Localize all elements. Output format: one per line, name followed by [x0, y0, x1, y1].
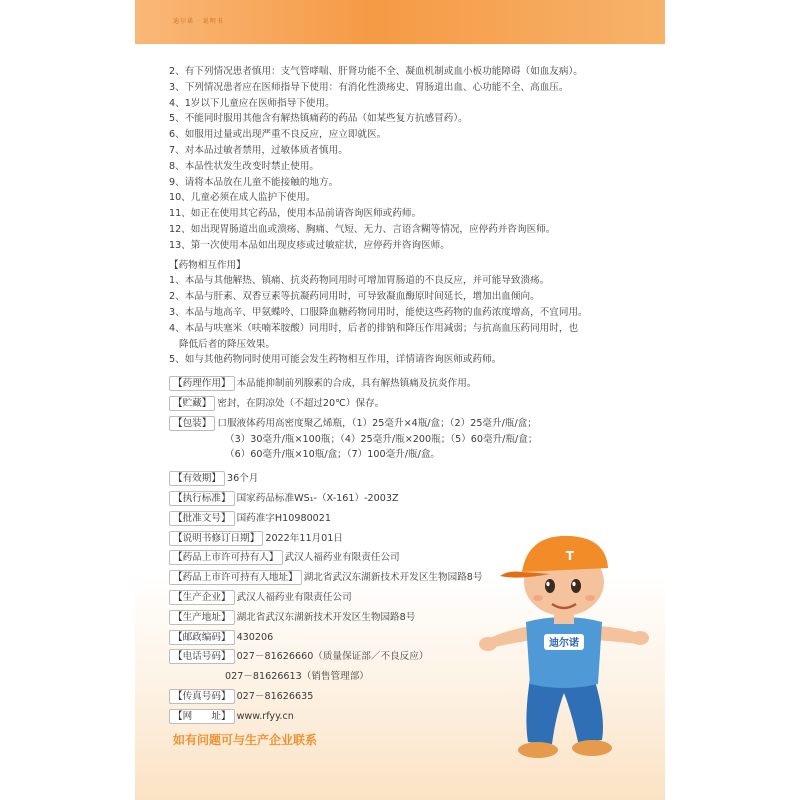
interaction-item: 1、本品与其他解热、镇痛、抗炎药物同用时可增加胃肠道的不良反应，并可能导致溃疡。: [169, 275, 550, 287]
info-value: 2022年11月01日: [265, 532, 343, 544]
pharmacology-row: [169, 376, 649, 392]
info-value: 武汉人福药业有限责任公司: [236, 591, 352, 603]
header-text: 迪尔诺 · 说明书: [173, 18, 224, 25]
info-value: 湖北省武汉东湖新技术开发区生物园路8号: [236, 611, 416, 623]
interaction-item: 4、本品与呋塞米（呋喃苯胺酸）同用时，后者的排钠和降压作用减弱；与抗高血压药同用时，也: [169, 322, 579, 334]
fax-label: 【传真号码】: [169, 689, 235, 704]
approval-row: [169, 511, 649, 527]
caution-item: 7、对本品过敏者禁用，过敏体质者慎用。: [169, 144, 348, 156]
info-value: 国药准字H10980021: [236, 512, 331, 524]
info-label: 【生产地址】: [169, 610, 235, 625]
storage-text: 密封，在阴凉处（不超过20℃）保存。: [217, 397, 385, 409]
package-line: 口服液体药用高密度聚乙烯瓶，（1）25毫升×4瓶/盒；（2）25毫升/瓶/盒；: [217, 417, 537, 429]
mascot-illustration: [478, 528, 650, 760]
info-label: 【生产企业】: [169, 590, 235, 605]
info-value: 武汉人福药业有限责任公司: [284, 552, 400, 564]
caution-item: 11、如正在使用其它药品，使用本品前请咨询医师或药师。: [169, 208, 422, 220]
info-label: 【邮政编码】: [169, 630, 235, 645]
package-row: [169, 416, 649, 432]
website-link[interactable]: www.rfyy.cn: [236, 710, 294, 722]
expiry-row: [169, 471, 649, 487]
info-value: 湖北省武汉东湖新技术开发区生物园路8号: [303, 572, 483, 584]
storage-row: [169, 396, 649, 412]
info-label: 【批准文号】: [169, 511, 235, 526]
caution-item: 6、如服用过量或出现严重不良反应，应立即就医。: [169, 129, 387, 141]
phone-label: 【电话号码】: [169, 649, 235, 664]
mascot-cap-text: T: [565, 549, 575, 563]
interactions-title: 【药物相互作用】: [169, 259, 246, 271]
package-line: （6）60毫升/瓶×10瓶/盒；（7）100毫升/瓶/盒。: [225, 449, 441, 461]
pharmacology-label: 【药理作用】: [169, 376, 235, 391]
package-label: 【包装】: [169, 416, 215, 431]
caution-item: 4、1岁以下儿童应在医师指导下使用。: [169, 97, 335, 109]
caution-item: 8、本品性状发生改变时禁止使用。: [169, 160, 320, 172]
package-line: （3）30毫升/瓶×100瓶；（4）25毫升/瓶×200瓶；（5）60毫升/瓶/盒；: [225, 433, 538, 445]
pharmacology-text: 本品能抑制前列腺素的合成，具有解热镇痛及抗炎作用。: [236, 378, 477, 390]
mascot-shirt-text: 迪尔诺: [549, 638, 579, 649]
phone-line: 027－81626613（销售管理部）: [225, 671, 369, 683]
info-value: 430206: [236, 631, 274, 643]
info-value: 36个月: [226, 473, 259, 485]
caution-item: 9、请将本品放在儿童不能接触的地方。: [169, 176, 339, 188]
caution-item: 12、如出现胃肠道出血或溃疡、胸痛、气短、无力、言语含糊等情况，应停药并咨询医师。: [169, 223, 556, 235]
interaction-item: 2、本品与肝素、双香豆素等抗凝药同用时，可导致凝血酶原时间延长，增加出血倾向。: [169, 291, 540, 303]
header-bar: [135, 0, 665, 44]
fax-value: 027－81626635: [236, 690, 314, 702]
info-value: 国家药品标准WS₁-（X-161）-2003Z: [236, 492, 399, 504]
caution-item: 10、儿童必须在成人监护下使用。: [169, 192, 316, 204]
caution-item: 5、不能同时服用其他含有解热镇痛药的药品（如某些复方抗感冒药）。: [169, 113, 468, 125]
caution-item: 3、下列情况患者应在医师指导下使用：有消化性溃疡史、胃肠道出血、心功能不全、高血压。: [169, 81, 569, 93]
phone-line: 027－81626660（质量保证部／不良反应）: [236, 651, 429, 663]
info-label: 【药品上市许可持有人】: [169, 550, 283, 565]
interaction-item: 5、如与其他药物同时使用可能会发生药物相互作用，详情请咨询医师或药师。: [169, 354, 502, 366]
footer-contact-note: 如有问题可与生产企业联系: [173, 733, 318, 747]
caution-item: 13、第一次使用本品如出现皮疹或过敏症状，应停药并咨询医师。: [169, 239, 450, 251]
info-label: 【执行标准】: [169, 491, 235, 506]
caution-item: 2、有下列情况患者慎用：支气管哮喘、肝肾功能不全、凝血机制或血小板功能障碍（如血友病）。: [169, 66, 583, 77]
website-label: 【网 址】: [169, 709, 235, 724]
interaction-item: 3、本品与地高辛、甲氨蝶呤、口服降血糖药物同用时，能使这些药物的血药浓度增高，不宜同用。: [169, 306, 588, 318]
standard-row: [169, 491, 649, 507]
info-label: 【说明书修订日期】: [169, 531, 263, 546]
info-label: 【有效期】: [169, 471, 225, 486]
info-label: 【药品上市许可持有人地址】: [169, 570, 302, 585]
storage-label: 【贮藏】: [169, 396, 215, 411]
interaction-item-cont: 降低后者的降压效果。: [179, 338, 275, 350]
